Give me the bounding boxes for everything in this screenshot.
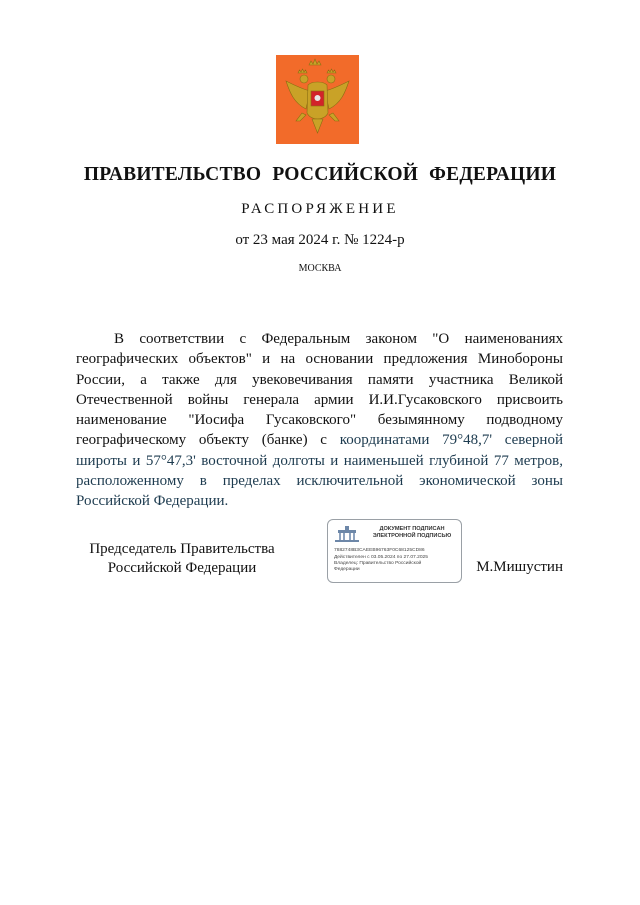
- document-type: РАСПОРЯЖЕНИЕ: [241, 201, 399, 217]
- stamp-title-line1: ДОКУМЕНТ ПОДПИСАН: [379, 526, 445, 532]
- stamp-title-line2: ЭЛЕКТРОННОЙ ПОДПИСЬЮ: [372, 533, 452, 539]
- stamp-validity: Действителен с 03.05.2024 по 27.07.2025: [334, 555, 428, 560]
- stamp-owner-line1: Владелец: Правительство Российской: [334, 561, 422, 566]
- coat-of-arms-icon: [276, 55, 359, 144]
- stamp-certificate: 7882748B3CAEEB96763F0C68125CD86: [334, 548, 425, 553]
- order-body-part2: координатами 79°48,7' северной широты и 57°47,3' восточной долготы и наименьшей глубиной 77 метров, расположенному в пределах исключительной экономической зоны Российской Федерации.: [76, 432, 563, 510]
- stamp-owner-line2: Федерации: [334, 567, 360, 572]
- signer-position: [78, 540, 286, 578]
- city-name: МОСКВА: [298, 263, 342, 274]
- government-building-icon: [334, 525, 360, 543]
- stamp-title: [368, 526, 456, 540]
- order-body-part1: В соответствии с Федеральным законом "О наименованиях географических объектов" и на основании предложения Минобороны России, а также для увековечивания памяти участника Великой Отечественной войны генерала армии И.И.Гусаковского присвоить наименование "Иосифа Гусаковского" безымянному подводному географическому объекту (банке) с: [76, 331, 563, 449]
- signer-position-line2: Российской Федерации: [107, 560, 257, 576]
- signer-position-line1: Председатель Правительства: [89, 541, 275, 557]
- electronic-signature-stamp: [327, 519, 462, 583]
- order-body: [76, 329, 563, 512]
- government-title: ПРАВИТЕЛЬСТВО РОССИЙСКОЙ ФЕДЕРАЦИИ: [83, 164, 557, 185]
- signer-name: М.Мишустин: [476, 559, 563, 575]
- document-date-number: от 23 мая 2024 г. № 1224-р: [235, 232, 405, 248]
